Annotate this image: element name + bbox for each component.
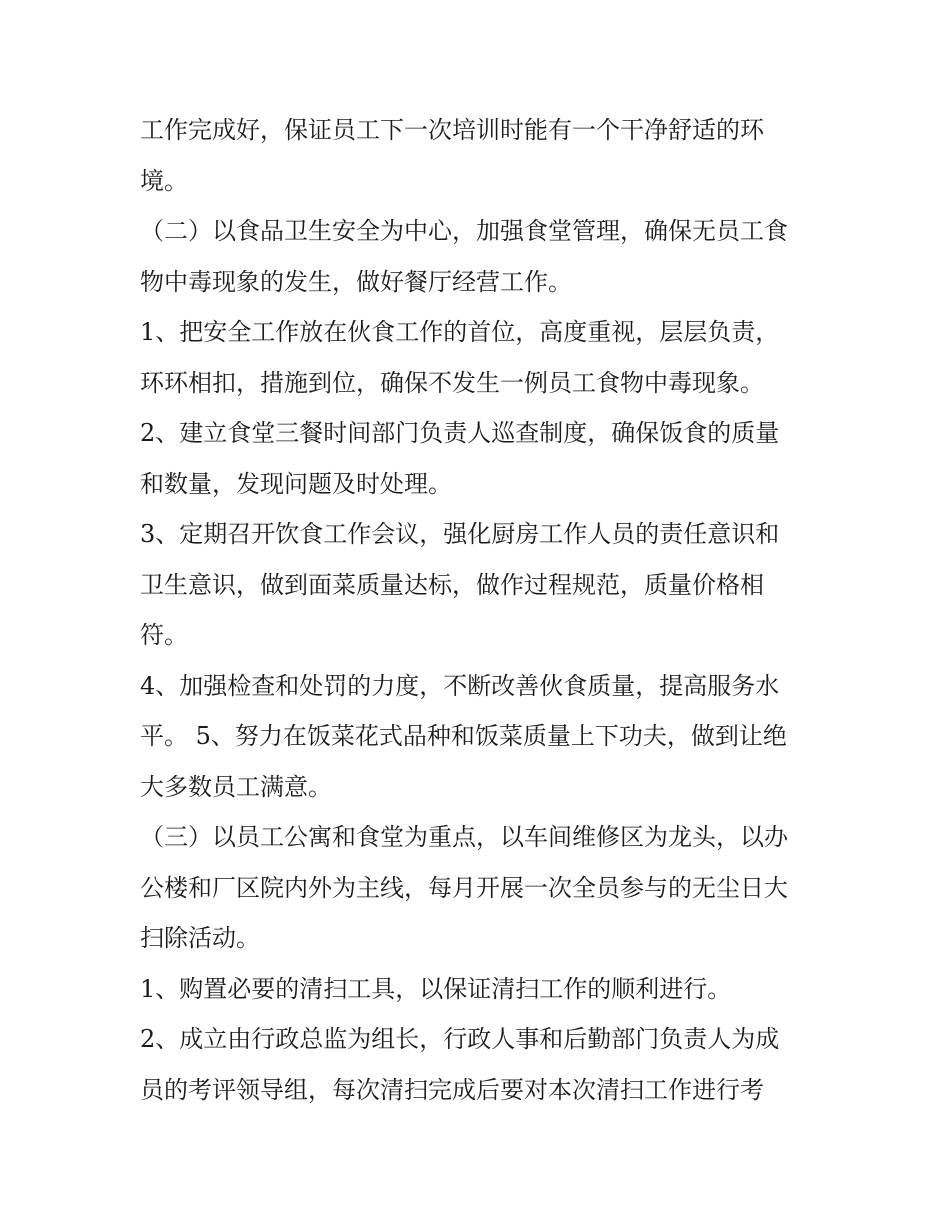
text-line: 境。 <box>140 166 188 195</box>
text-line: 符。 <box>140 621 188 649</box>
section-heading-line: （二）以食品卫生安全为中心，加强食堂管理，确保无员工食 <box>140 217 788 245</box>
list-item-line: 2、建立食堂三餐时间部门负责人巡查制度，确保饭食的质量 <box>140 419 780 447</box>
text-line: 和数量，发现问题及时处理。 <box>140 469 452 498</box>
list-item-line: 3、定期召开饮食工作会议，强化厨房工作人员的责任意识和 <box>140 520 780 548</box>
text-line: 公楼和厂区院内外为主线，每月开展一次全员参与的无尘日大 <box>140 873 788 902</box>
text-line: 员的考评领导组，每次清扫完成后要对本次清扫工作进行考 <box>140 1075 764 1104</box>
list-item-line: 1、购置必要的清扫工具，以保证清扫工作的顺利进行。 <box>140 974 732 1003</box>
text-line: 工作完成好，保证员工下一次培训时能有一个干净舒适的环 <box>140 116 764 144</box>
list-item-line: 4、加强检查和处罚的力度，不断改善伙食质量，提高服务水 <box>140 671 780 700</box>
document-body <box>140 105 820 1115</box>
list-item-line: 2、成立由行政总监为组长，行政人事和后勤部门负责人为成 <box>140 1025 780 1053</box>
section-heading-line: （三）以员工公寓和食堂为重点，以车间维修区为龙头，以办 <box>140 823 788 851</box>
text-line: 环环相扣，措施到位，确保不发生一例员工食物中毒现象。 <box>140 368 764 397</box>
text-line: 大多数员工满意。 <box>140 772 332 801</box>
text-line: 扫除活动。 <box>140 924 260 952</box>
text-line: 卫生意识，做到面菜质量达标，做作过程规范，质量价格相 <box>140 570 764 599</box>
list-item-line: 1、把安全工作放在伙食工作的首位，高度重视，层层负责， <box>140 318 780 346</box>
text-line: 物中毒现象的发生，做好餐厅经营工作。 <box>140 267 572 296</box>
text-line: 平。 5、努力在饭菜花式品种和饭菜质量上下功夫，做到让绝 <box>140 722 787 750</box>
